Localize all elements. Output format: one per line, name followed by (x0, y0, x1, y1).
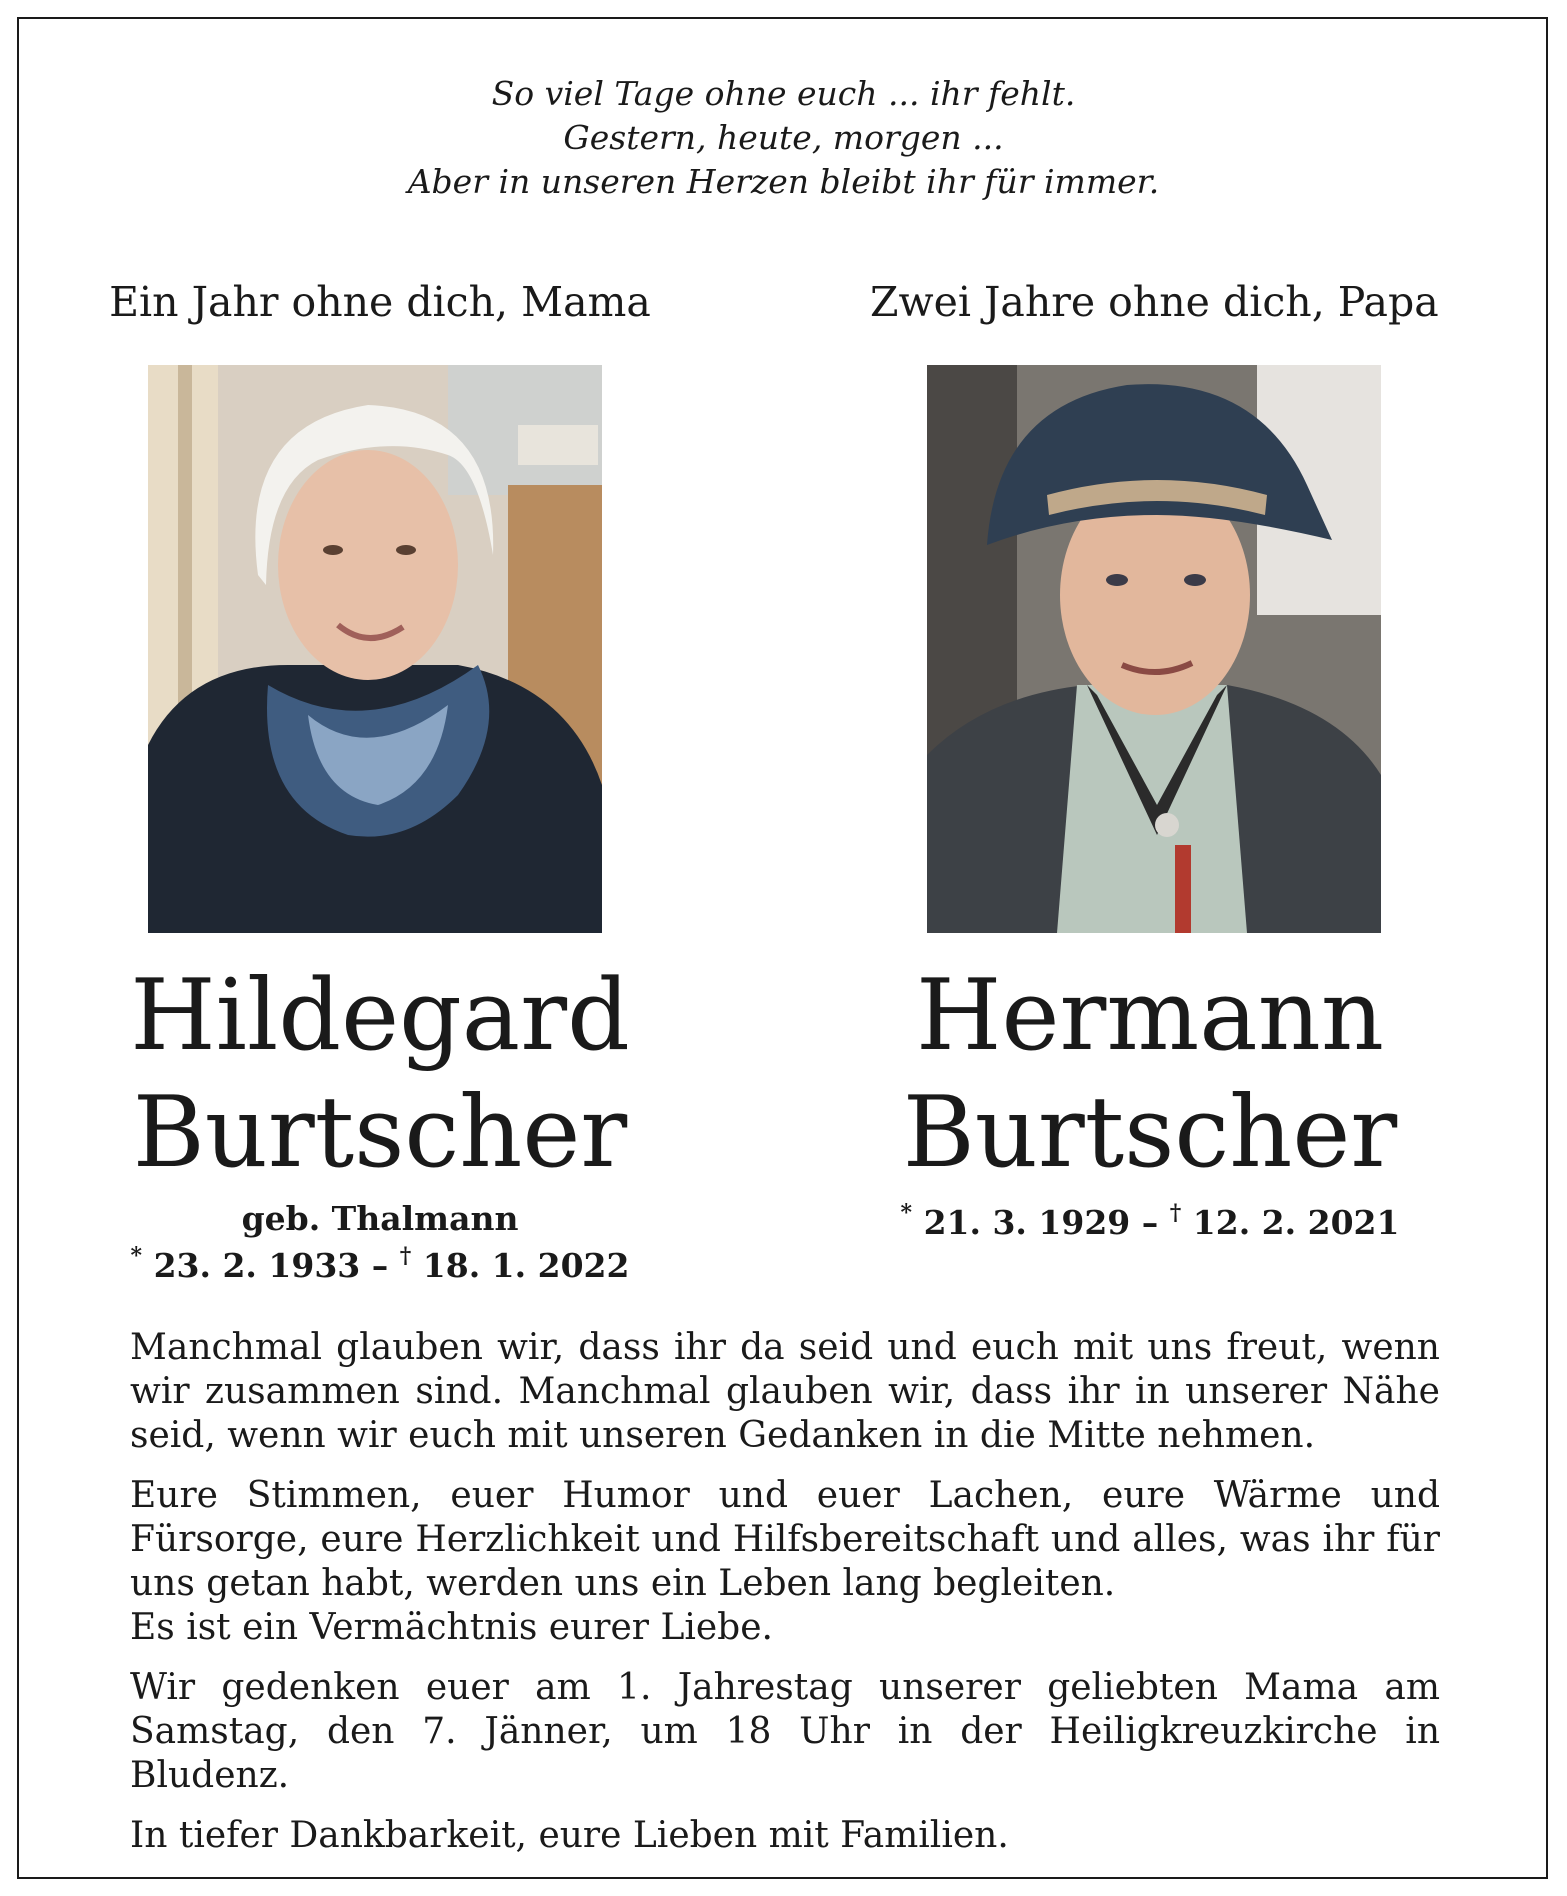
paragraph-3: Wir gedenken euer am 1. Jahrestag unserer geliebten Mama am Samstag, den 7. Jänner, um 18 Uhr in der Heiligkreuzkirche in Bludenz. (130, 1667, 1440, 1796)
motto-line-1: So viel Tage ohne euch ... ihr fehlt. (491, 74, 1076, 113)
left-first-name: Hildegard (130, 959, 630, 1073)
birth-symbol: * (900, 1200, 913, 1226)
death-symbol: † (399, 1243, 412, 1269)
right-birth-date: 21. 3. 1929 (923, 1203, 1131, 1242)
right-last-name: Burtscher (902, 1076, 1398, 1190)
paragraph-1: Manchmal glauben wir, dass ihr da seid und euch mit uns freut, wenn wir zusammen sind. Manchmal glauben wir, dass ihr in unserer Nähe seid, wenn wir euch mit unseren Gedanken in die Mitte nehmen. (130, 1327, 1440, 1456)
right-dates (870, 1202, 1430, 1248)
date-dash: – (1141, 1203, 1159, 1242)
left-dates (100, 1245, 660, 1291)
paragraph-2-closing: Es ist ein Vermächtnis eurer Liebe. (130, 1607, 773, 1648)
date-dash: – (371, 1246, 389, 1285)
right-first-name: Hermann (916, 959, 1384, 1073)
paragraph-4: In tiefer Dankbarkeit, eure Lieben mit Familien. (130, 1815, 1009, 1856)
portrait-hermann (927, 365, 1381, 933)
portrait-hildegard (148, 365, 602, 933)
memorial-text (130, 1326, 1440, 1874)
left-birth-name: geb. Thalmann (241, 1199, 519, 1238)
motto-line-3: Aber in unseren Herzen bleibt ihr für immer. (407, 162, 1160, 201)
left-birth-date: 23. 2. 1933 (153, 1246, 361, 1285)
paragraph-2: Eure Stimmen, euer Humor und euer Lachen, eure Wärme und Fürsorge, eure Herzlichkeit und Hilfsbereitschaft und alles, was ihr für uns getan habt, werden uns ein Leben lang begleiten. (130, 1475, 1440, 1604)
right-death-date: 12. 2. 2021 (1192, 1203, 1400, 1242)
birth-symbol: * (130, 1243, 143, 1269)
left-death-date: 18. 1. 2022 (422, 1246, 630, 1285)
motto (0, 72, 1567, 204)
motto-line-2: Gestern, heute, morgen ... (563, 118, 1004, 157)
right-heading: Zwei Jahre ohne dich, Papa (870, 278, 1439, 326)
left-heading: Ein Jahr ohne dich, Mama (109, 278, 651, 326)
death-symbol: † (1169, 1200, 1182, 1226)
left-last-name: Burtscher (132, 1076, 628, 1190)
